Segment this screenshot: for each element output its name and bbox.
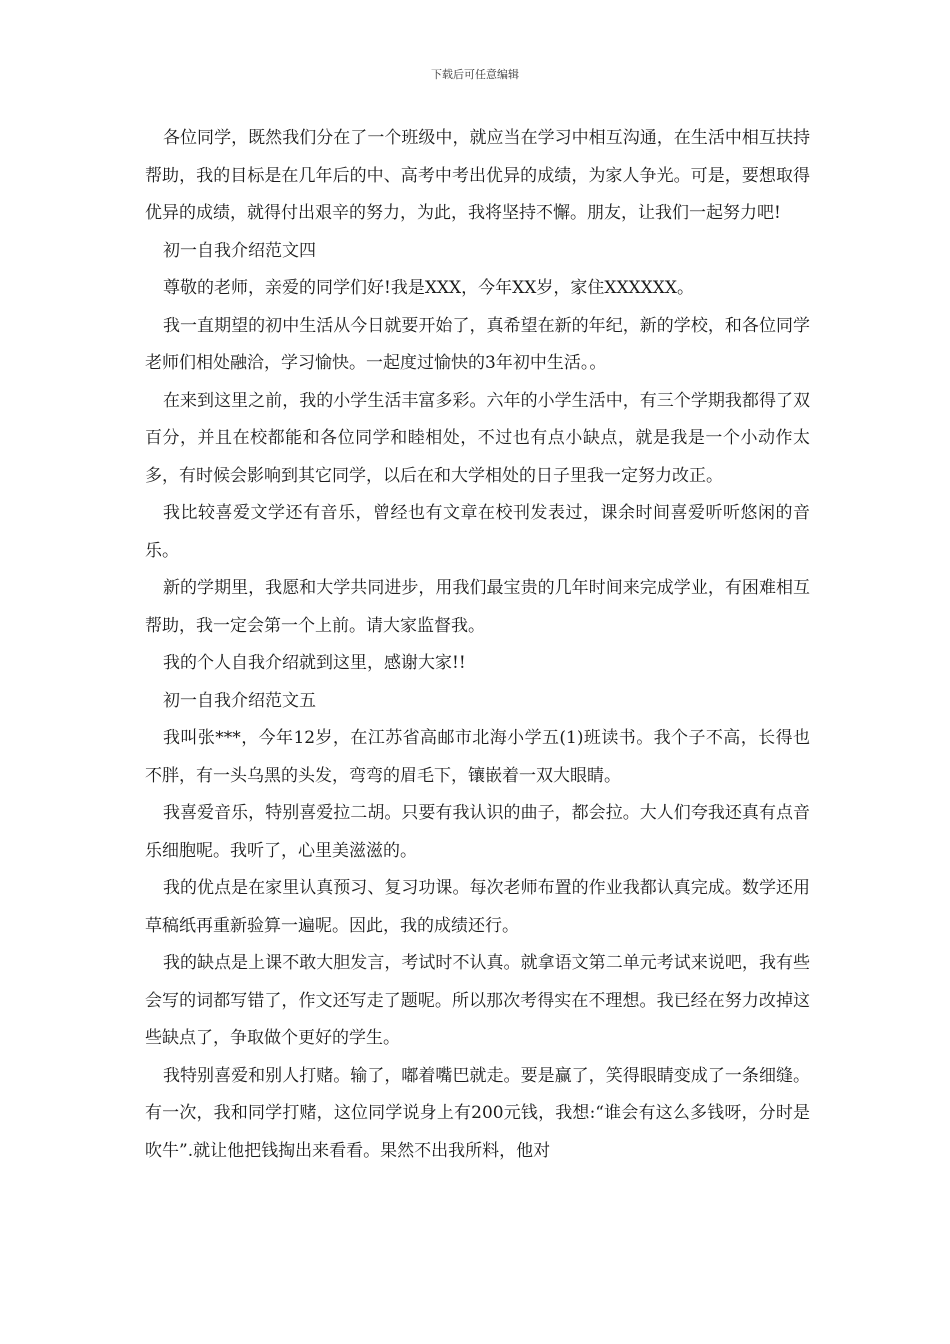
document-body	[145, 120, 810, 1170]
section-heading: 初一自我介绍范文五	[163, 690, 316, 711]
paragraph: 各位同学，既然我们分在了一个班级中，就应当在学习中相互沟通，在生活中相互扶持帮助，我的目标是在几年后的中、高考中考出优异的成绩，为家人争光。可是，要想取得优异的成绩，就得付出艰辛的努力，为此，我将坚持不懈。朋友，让我们一起努力吧!	[145, 128, 810, 223]
page-header: 下载后可任意编辑	[431, 68, 519, 81]
paragraph: 我的个人自我介绍就到这里，感谢大家!!	[163, 653, 466, 673]
paragraph: 尊敬的老师，亲爱的同学们好!我是XXX，今年XX岁，家住XXXXXX。	[163, 278, 694, 298]
section-heading: 初一自我介绍范文四	[163, 240, 316, 261]
paragraph: 我喜爱音乐，特别喜爱拉二胡。只要有我认识的曲子，都会拉。大人们夸我还真有点音乐细胞呢。我听了，心里美滋滋的。	[145, 803, 810, 861]
paragraph: 我的缺点是上课不敢大胆发言，考试时不认真。就拿语文第二单元考试来说吧，我有些会写的词都写错了，作文还写走了题呢。所以那次考得实在不理想。我已经在努力改掉这些缺点了，争取做个更好的学生。	[145, 953, 810, 1048]
paragraph: 我一直期望的初中生活从今日就要开始了，真希望在新的年纪，新的学校，和各位同学老师们相处融洽，学习愉快。一起度过愉快的3年初中生活。。	[145, 315, 810, 373]
paragraph: 我比较喜爱文学还有音乐，曾经也有文章在校刊发表过，课余时间喜爱听听悠闲的音乐。	[145, 503, 810, 561]
paragraph: 我的优点是在家里认真预习、复习功课。每次老师布置的作业我都认真完成。数学还用草稿纸再重新验算一遍呢。因此，我的成绩还行。	[145, 878, 810, 936]
paragraph: 在来到这里之前，我的小学生活丰富多彩。六年的小学生活中，有三个学期我都得了双百分，并且在校都能和各位同学和睦相处，不过也有点小缺点，就是我是一个小动作太多，有时候会影响到其它同学，以后在和大学相处的日子里我一定努力改正。	[145, 390, 810, 486]
paragraph: 新的学期里，我愿和大学共同进步，用我们最宝贵的几年时间来完成学业，有困难相互帮助，我一定会第一个上前。请大家监督我。	[145, 578, 810, 636]
paragraph: 我叫张***，今年12岁，在江苏省高邮市北海小学五(1)班读书。我个子不高，长得也不胖，有一头乌黑的头发，弯弯的眉毛下，镶嵌着一双大眼睛。	[145, 728, 810, 786]
paragraph: 我特别喜爱和别人打赌。输了，嘟着嘴巴就走。要是赢了，笑得眼睛变成了一条细缝。有一次，我和同学打赌，这位同学说身上有200元钱，我想:“谁会有这么多钱呀，分时是吹牛”.就让他把钱掏出来看看。果然不出我所料，他对	[145, 1065, 810, 1161]
